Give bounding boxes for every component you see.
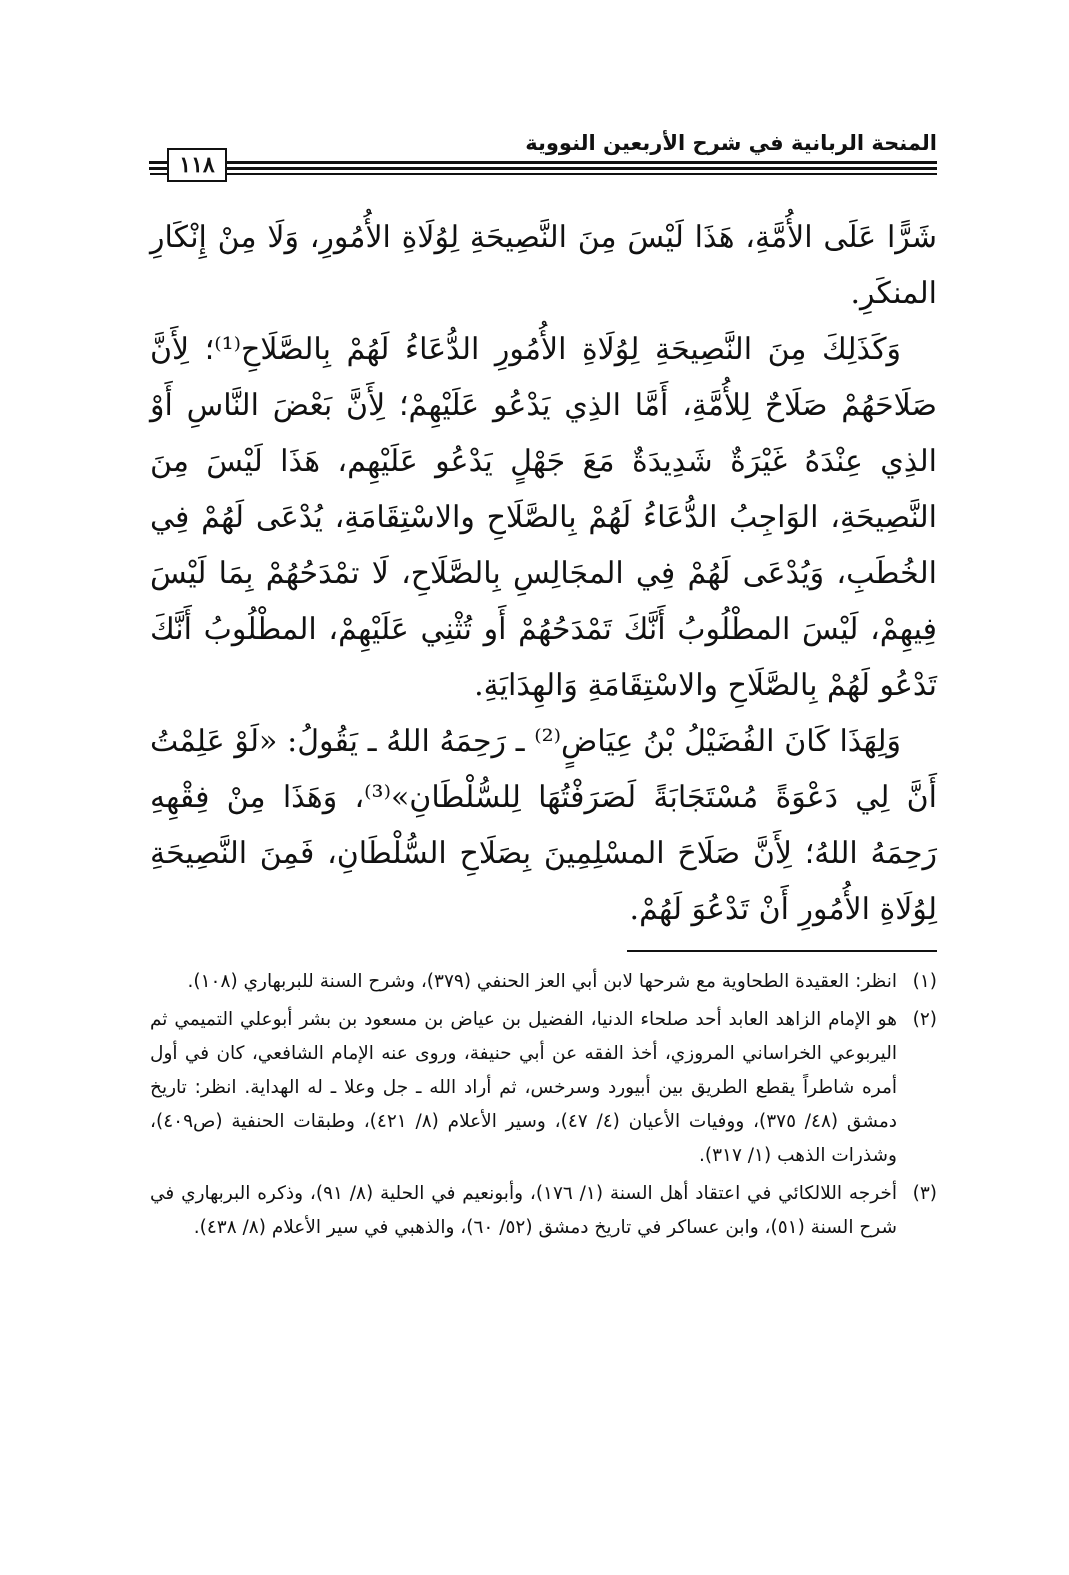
footnote-marker: (٣) [912, 1183, 937, 1204]
paragraph: وَلِهَذَا كَانَ الفُضَيْلُ بْنُ عِيَاضٍ⁽²⁾ ـ رَحِمَهُ اللهُ ـ يَقُولُ: «لَوْ عَلِمْتُ أَنَّ لِي دَعْوَةً مُسْتَجَابَةً لَصَرَفْتُهَا لِلسُّلْطَانِ»⁽³⁾، وَهَذَا مِنْ فِقْهِهِ رَحِمَهُ اللهُ؛ لِأَنَّ صَلَاحَ المسْلِمِينَ بِصَلَاحِ السُّلْطَانِ، فَمِنَ النَّصِيحَةِ لِوُلَاةِ الأُمُورِ أَنْ تَدْعُوَ لَهُمْ. [150, 724, 937, 927]
book-title: المنحة الربانية في شرح الأربعين النووية [525, 131, 937, 155]
footnote-text: أخرجه اللالكائي في اعتقاد أهل السنة (١/ ١٧٦)، وأبونعيم في الحلية (٨/ ٩١)، وذكره البربهاري في شرح السنة (٥١)، وابن عساكر في تاريخ دمشق (٥٢/ ٦٠)، والذهبي في سير الأعلام (٨/ ٤٣٨). [150, 1183, 897, 1238]
page-number: ١١٨ [167, 148, 227, 182]
header-rule [150, 173, 937, 175]
footnote-separator [627, 950, 937, 952]
footnote-marker: (٢) [912, 1009, 937, 1030]
footnotes [150, 965, 937, 1249]
footnote [150, 1003, 937, 1173]
footnote-text: هو الإمام الزاهد العابد أحد صلحاء الدنيا، الفضيل بن عياض بن مسعود بن بشر أبوعلي التميمي ثم اليربوعي الخراساني المروزي، أخذ الفقه عن أبي حنيفة، وروى عنه الإمام الشافعي، كان في أول أمره شاطراً يقطع الطريق بين أبيورد وسرخس، ثم أراد الله ـ جل وعلا ـ له الهداية. انظر: تاريخ دمشق (٤٨/ ٣٧٥)، ووفيات الأعيان (٤/ ٤٧)، وسير الأعلام (٨/ ٤٢١)، وطبقات الحنفية (ص٤٠٩)، وشذرات الذهب (١/ ٣١٧). [150, 1009, 897, 1166]
footnote [150, 965, 937, 999]
header-rule [150, 161, 937, 164]
footnote-text: انظر: العقيدة الطحاوية مع شرحها لابن أبي العز الحنفي (٣٧٩)، وشرح السنة للبربهاري (١٠٨). [187, 971, 897, 992]
paragraph: شَرًّا عَلَى الأُمَّةِ، هَذَا لَيْسَ مِنَ النَّصِيحَةِ لِوُلَاةِ الأُمُورِ، وَلَا مِنْ إِنْكَارِ المنكَرِ. [150, 220, 937, 311]
main-text [150, 210, 937, 938]
running-header [150, 128, 937, 164]
paragraph: وَكَذَلِكَ مِنَ النَّصِيحَةِ لِوُلَاةِ الأُمُورِ الدُّعَاءُ لَهُمْ بِالصَّلَاحِ⁽¹⁾؛ لِأَنَّ صَلَاحَهُمْ صَلَاحٌ لِلأُمَّةِ، أَمَّا الذِي يَدْعُو عَلَيْهِمْ؛ لِأَنَّ بَعْضَ النَّاسِ أَوْ الذِي عِنْدَهُ غَيْرَةٌ شَدِيدَةٌ مَعَ جَهْلٍ يَدْعُو عَلَيْهِم، هَذَا لَيْسَ مِنَ النَّصِيحَةِ، الوَاجِبُ الدُّعَاءُ لَهُمْ بِالصَّلَاحِ والاسْتِقَامَةِ، يُدْعَى لَهُمْ فِي الخُطَبِ، وَيُدْعَى لَهُمْ فِي المجَالِسِ بِالصَّلَاحِ، لَا تمْدَحُهُمْ بِمَا لَيْسَ فِيهِمْ، لَيْسَ المطْلُوبُ أَنَّكَ تَمْدَحُهُمْ أَو تُثْنِي عَلَيْهِمْ، المطْلُوبُ أَنَّكَ تَدْعُو لَهُمْ بِالصَّلَاحِ والاسْتِقَامَةِ وَالهِدَايَةِ. [150, 332, 937, 703]
footnote [150, 1177, 937, 1245]
footnote-marker: (١) [912, 971, 937, 992]
header-rule [150, 167, 937, 170]
header-rules [150, 160, 937, 176]
